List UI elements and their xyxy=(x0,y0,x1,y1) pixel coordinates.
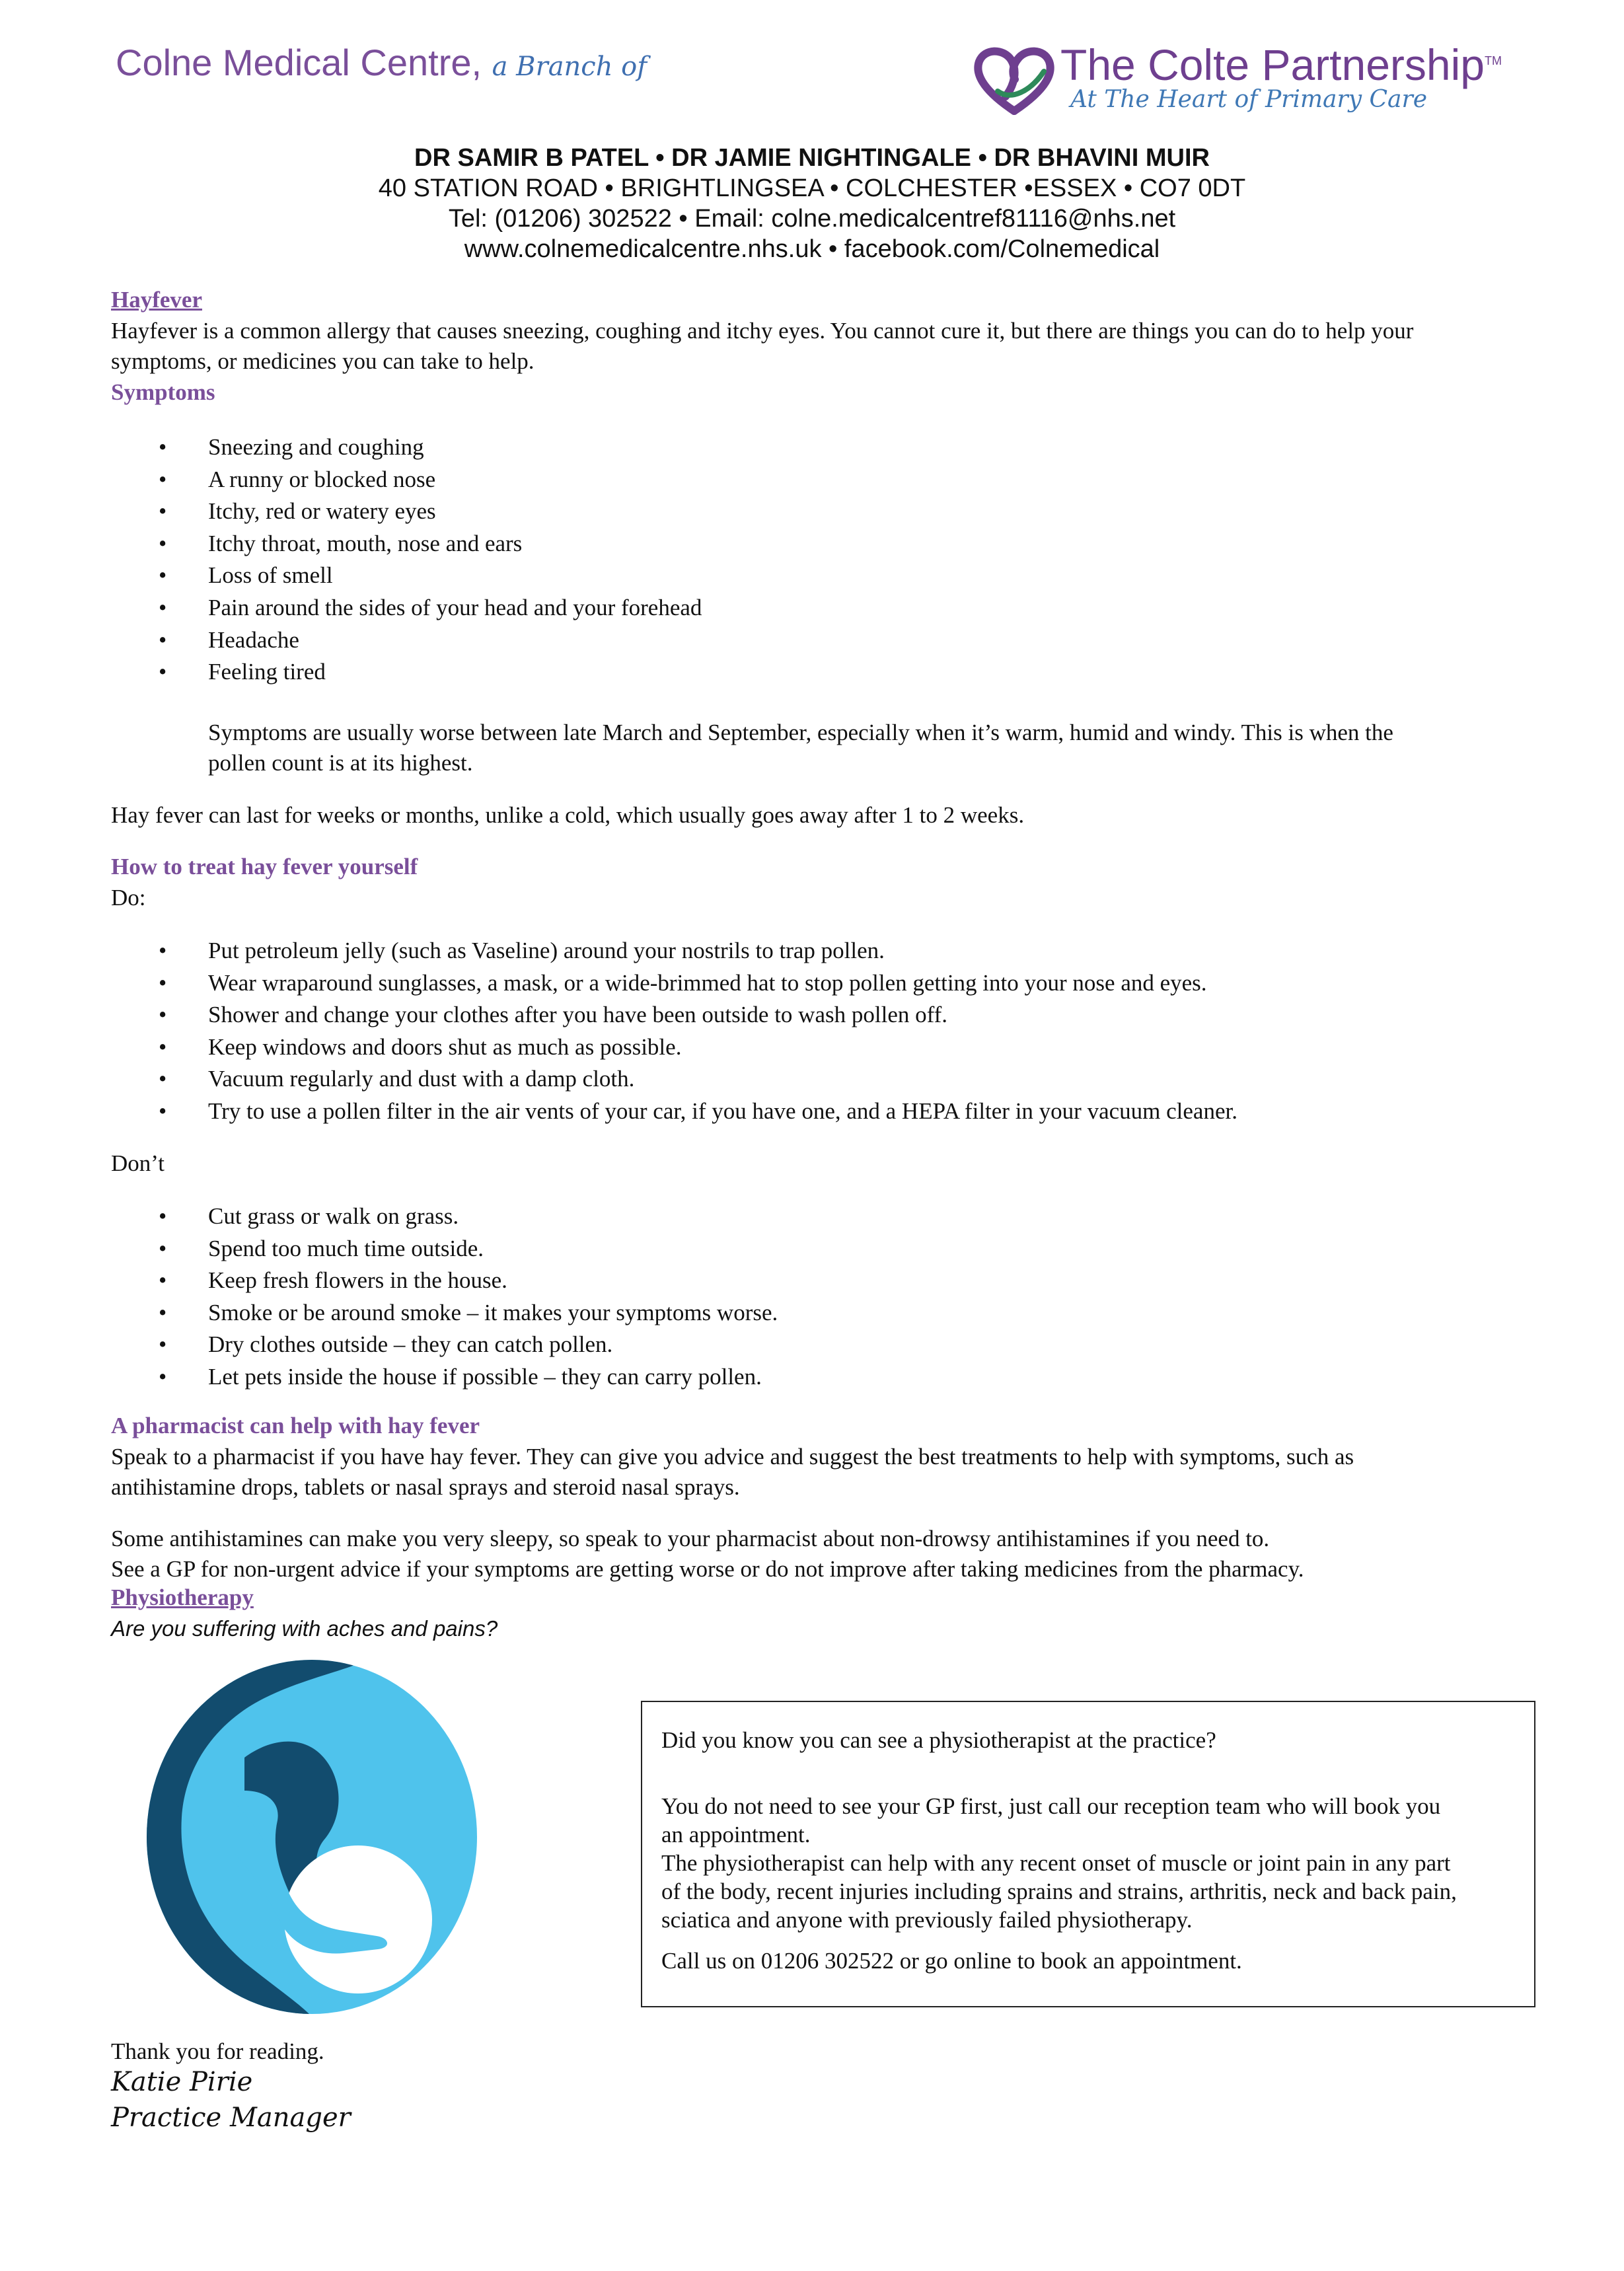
list-item: • Spend too much time outside. xyxy=(159,1233,778,1265)
list-item: • Cut grass or walk on grass. xyxy=(159,1201,778,1233)
list-item: • Shower and change your clothes after you have been outside to wash pollen off. xyxy=(159,999,1237,1031)
physio-box-p3-line-3: sciatica and anyone with previously failed physiotherapy. xyxy=(661,1907,1193,1933)
list-item: • Sneezing and coughing xyxy=(159,431,702,464)
branch-of-label: a Branch of xyxy=(492,52,647,82)
physio-box-p3-line-1: The physiotherapist can help with any recent onset of muscle or joint pain in any part xyxy=(661,1850,1451,1876)
list-item: • Wear wraparound sunglasses, a mask, or a wide-brimmed hat to stop pollen getting into your nose and eyes. xyxy=(159,967,1237,1000)
hayfever-intro-line-1: Hayfever is a common allergy that causes sneezing, coughing and itchy eyes. You cannot cure it, but there are things you can do to help your xyxy=(111,318,1414,344)
symptoms-list xyxy=(159,431,702,689)
duration-text: Hay fever can last for weeks or months, unlike a cold, which usually goes away after 1 to 2 weeks. xyxy=(111,802,1025,828)
dont-label: Don’t xyxy=(111,1150,165,1176)
list-item: • Loss of smell xyxy=(159,560,702,592)
list-item: • Keep windows and doors shut as much as possible. xyxy=(159,1031,1237,1064)
doctors-line: DR SAMIR B PATEL • DR JAMIE NIGHTINGALE • DR BHAVINI MUIR xyxy=(414,144,1210,172)
physio-box-p2-line-2: an appointment. xyxy=(661,1822,811,1847)
treat-heading: How to treat hay fever yourself xyxy=(111,854,418,879)
symptoms-heading: Symptoms xyxy=(111,379,215,405)
dont-list xyxy=(159,1201,778,1394)
do-list xyxy=(159,935,1237,1128)
physio-box-call: Call us on 01206 302522 or go online to book an appointment. xyxy=(661,1948,1242,1974)
list-item: • Vacuum regularly and dust with a damp cloth. xyxy=(159,1063,1237,1096)
web-line: www.colnemedicalcentre.nhs.uk • facebook.com/Colnemedical xyxy=(464,235,1160,263)
list-item: • Pain around the sides of your head and your forehead xyxy=(159,592,702,624)
colne-brand xyxy=(116,41,647,84)
physio-question: Are you suffering with aches and pains? xyxy=(111,1616,498,1641)
heart-icon xyxy=(971,45,1057,118)
list-item: • Headache xyxy=(159,624,702,657)
list-item: • Itchy, red or watery eyes xyxy=(159,496,702,528)
signature-role: Practice Manager xyxy=(111,2103,351,2133)
physio-box-line-1: Did you know you can see a physiotherapist at the practice? xyxy=(661,1727,1216,1753)
do-label: Do: xyxy=(111,885,146,911)
pharmacist-line-1: Speak to a pharmacist if you have hay fever. They can give you advice and suggest the best treatments to help with symptoms, such as xyxy=(111,1444,1354,1470)
pharmacist-heading: A pharmacist can help with hay fever xyxy=(111,1413,480,1438)
gp-advice-line: See a GP for non-urgent advice if your symptoms are getting worse or do not improve after taking medicines from the pharmacy. xyxy=(111,1556,1304,1582)
address-line: 40 STATION ROAD • BRIGHTLINGSEA • COLCHESTER •ESSEX • CO7 0DT xyxy=(378,174,1246,202)
list-item: • Itchy throat, mouth, nose and ears xyxy=(159,528,702,560)
list-item: • Try to use a pollen filter in the air vents of your car, if you have one, and a HEPA filter in your vacuum cleaner. xyxy=(159,1096,1237,1128)
hayfever-heading: Hayfever xyxy=(111,287,202,313)
physio-box-p2-line-1: You do not need to see your GP first, just call our reception team who will book you xyxy=(661,1793,1441,1819)
list-item: • Smoke or be around smoke – it makes your symptoms worse. xyxy=(159,1297,778,1329)
list-item: • Feeling tired xyxy=(159,656,702,689)
list-item: • Keep fresh flowers in the house. xyxy=(159,1265,778,1297)
colte-partnership-logo xyxy=(971,40,1566,126)
thank-you-text: Thank you for reading. xyxy=(111,2038,324,2064)
pharmacist-line-2: antihistamine drops, tablets or nasal sprays and steroid nasal sprays. xyxy=(111,1474,740,1500)
physio-illustration-icon xyxy=(145,1658,479,2015)
colte-tagline: At The Heart of Primary Care xyxy=(1070,86,1427,113)
antihistamine-line: Some antihistamines can make you very sleepy, so speak to your pharmacist about non-drowsy antihistamines if you need to. xyxy=(111,1526,1270,1551)
season-line-1: Symptoms are usually worse between late March and September, especially when it’s warm, humid and windy. This is when the xyxy=(208,720,1393,745)
tel-email-line: Tel: (01206) 302522 • Email: colne.medicalcentref81116@nhs.net xyxy=(448,205,1176,233)
colte-partnership-name: The Colte Partnership™ xyxy=(1060,40,1502,89)
colne-brand-name: Colne Medical Centre, xyxy=(116,42,482,83)
physio-box-p3-line-2: of the body, recent injuries including sprains and strains, arthritis, neck and back pain, xyxy=(661,1879,1457,1904)
list-item: • Dry clothes outside – they can catch pollen. xyxy=(159,1329,778,1361)
signature-name: Katie Pirie xyxy=(111,2067,253,2097)
list-item: • A runny or blocked nose xyxy=(159,464,702,496)
season-line-2: pollen count is at its highest. xyxy=(208,750,473,776)
list-item: • Put petroleum jelly (such as Vaseline) around your nostrils to trap pollen. xyxy=(159,935,1237,967)
list-item: • Let pets inside the house if possible – they can carry pollen. xyxy=(159,1361,778,1394)
physio-heading: Physiotherapy xyxy=(111,1584,254,1610)
trademark: TM xyxy=(1485,54,1502,67)
hayfever-intro-line-2: symptoms, or medicines you can take to help. xyxy=(111,348,535,374)
